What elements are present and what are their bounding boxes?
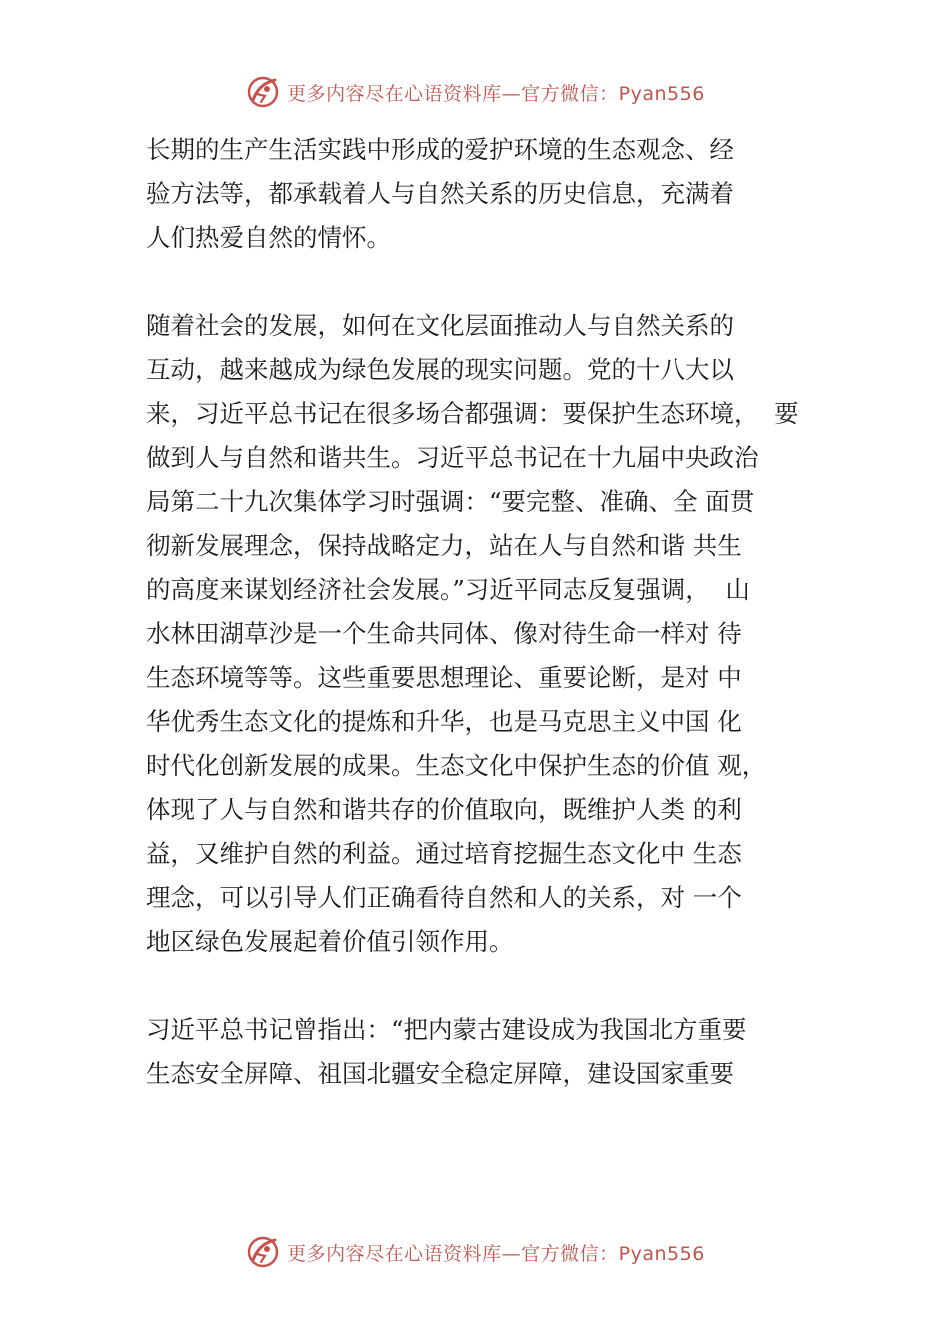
document-body xyxy=(146,128,836,1096)
watermark-logo-icon xyxy=(245,1234,281,1270)
watermark-wechat-id: Pyan556 xyxy=(618,82,705,105)
text-line: 生态环境等等。这些重要思想理论、重要论断，是对 中 xyxy=(146,663,742,692)
text-line: 时代化创新发展的成果。生态文化中保护生态的价值 观， xyxy=(146,751,767,780)
text-line: 互动，越来越成为绿色发展的现实问题。党的十八大以 xyxy=(146,355,734,384)
text-line: 益，又维护自然的利益。通过培育挖掘生态文化中 生态 xyxy=(146,839,742,868)
text-line: 水林田湖草沙是一个生命共同体、像对待生命一样对 待 xyxy=(146,619,742,648)
text-line: 华优秀生态文化的提炼和升华，也是马克思主义中国 化 xyxy=(146,707,742,736)
watermark-text: 更多内容尽在心语资料库—官方微信：Pyan556 xyxy=(287,82,705,105)
text-line: 的高度来谋划经济社会发展。”习近平同志反复强调， 山 xyxy=(146,575,750,604)
text-line: 来，习近平总书记在很多场合都强调：要保护生态环境， 要 xyxy=(146,399,799,428)
footer-watermark xyxy=(0,1232,950,1272)
watermark-wechat-id: Pyan556 xyxy=(618,1242,705,1265)
paragraph-3 xyxy=(146,1008,836,1096)
text-line: 做到人与自然和谐共生。习近平总书记在十九届中央政治 xyxy=(146,443,759,472)
text-line: 生态安全屏障、祖国北疆安全稳定屏障，建设国家重要 xyxy=(146,1059,734,1088)
text-line: 验方法等，都承载着人与自然关系的历史信息，充满着 xyxy=(146,179,734,208)
text-line: 长期的生产生活实践中形成的爱护环境的生态观念、经 xyxy=(146,135,734,164)
paragraph-2 xyxy=(146,304,836,964)
text-line: 习近平总书记曾指出：“把内蒙古建设成为我国北方重要 xyxy=(146,1015,747,1044)
watermark-logo-icon xyxy=(245,74,281,110)
text-line: 人们热爱自然的情怀。 xyxy=(146,223,391,252)
paragraph-gap xyxy=(146,964,836,1008)
text-line: 体现了人与自然和谐共存的价值取向，既维护人类 的利 xyxy=(146,795,742,824)
text-line: 彻新发展理念，保持战略定力，站在人与自然和谐 共生 xyxy=(146,531,742,560)
paragraph-gap xyxy=(146,260,836,304)
text-line: 理念，可以引导人们正确看待自然和人的关系，对 一个 xyxy=(146,883,742,912)
header-watermark xyxy=(0,72,950,112)
paragraph-1 xyxy=(146,128,836,260)
text-line: 地区绿色发展起着价值引领作用。 xyxy=(146,927,514,956)
text-line: 随着社会的发展，如何在文化层面推动人与自然关系的 xyxy=(146,311,734,340)
watermark-text: 更多内容尽在心语资料库—官方微信：Pyan556 xyxy=(287,1242,705,1265)
text-line: 局第二十九次集体学习时强调：“要完整、准确、全 面贯 xyxy=(146,487,755,516)
